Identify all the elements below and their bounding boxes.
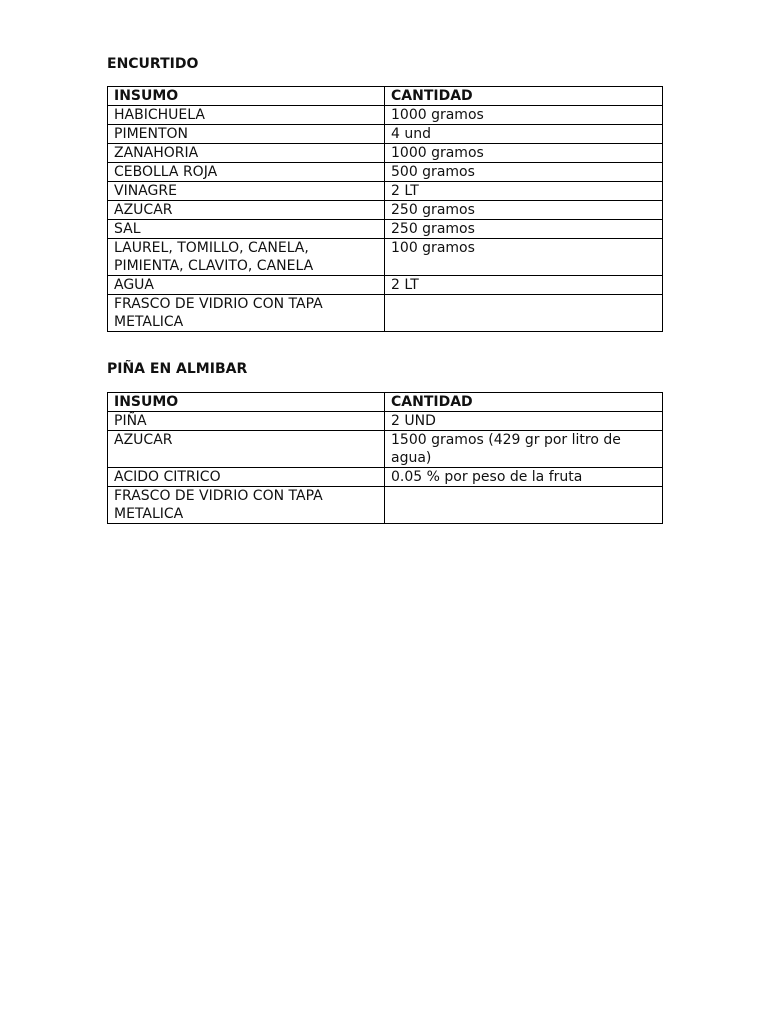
cell-insumo: AGUA [108,276,385,295]
cell-cantidad [385,295,663,332]
table-row [108,163,663,182]
cell-cantidad: 2 UND [385,412,663,431]
table-row [108,106,663,125]
cell-cantidad [385,487,663,524]
cell-cantidad: 500 gramos [385,163,663,182]
table-row [108,487,663,524]
ingredients-table-encurtido [107,86,663,332]
header-cell-insumo: INSUMO [108,87,385,106]
cell-insumo: VINAGRE [108,182,385,201]
cell-insumo: HABICHUELA [108,106,385,125]
cell-cantidad: 1000 gramos [385,144,663,163]
cell-insumo: ZANAHORIA [108,144,385,163]
table-row [108,468,663,487]
cell-insumo: FRASCO DE VIDRIO CON TAPA METALICA [108,487,385,524]
cell-insumo: LAUREL, TOMILLO, CANELA, PIMIENTA, CLAVITO, CANELA [108,239,385,276]
cell-insumo: SAL [108,220,385,239]
header-cell-cantidad: CANTIDAD [385,87,663,106]
cell-cantidad: 250 gramos [385,201,663,220]
table-row [108,144,663,163]
table-row [108,295,663,332]
cell-cantidad: 2 LT [385,182,663,201]
cell-cantidad: 1500 gramos (429 gr por litro de agua) [385,431,663,468]
cell-cantidad: 100 gramos [385,239,663,276]
table-row [108,239,663,276]
cell-insumo: FRASCO DE VIDRIO CON TAPA METALICA [108,295,385,332]
table-row [108,182,663,201]
ingredients-table-pina-en-almibar [107,392,663,524]
table-row [108,276,663,295]
cell-cantidad: 0.05 % por peso de la fruta [385,468,663,487]
cell-insumo: AZUCAR [108,431,385,468]
cell-cantidad: 250 gramos [385,220,663,239]
cell-insumo: ACIDO CITRICO [108,468,385,487]
header-cell-insumo: INSUMO [108,393,385,412]
cell-insumo: PIMENTON [108,125,385,144]
cell-insumo: AZUCAR [108,201,385,220]
table-row [108,412,663,431]
table-row [108,431,663,468]
table-row [108,125,663,144]
cell-insumo: PIÑA [108,412,385,431]
cell-cantidad: 4 und [385,125,663,144]
cell-insumo: CEBOLLA ROJA [108,163,385,182]
table-row [108,220,663,239]
table-header-row [108,393,663,412]
table-row [108,201,663,220]
cell-cantidad: 2 LT [385,276,663,295]
cell-cantidad: 1000 gramos [385,106,663,125]
section-title-pina-en-almibar: PIÑA EN ALMIBAR [107,361,248,377]
header-cell-cantidad: CANTIDAD [385,393,663,412]
table-header-row [108,87,663,106]
section-title-encurtido: ENCURTIDO [107,56,199,72]
